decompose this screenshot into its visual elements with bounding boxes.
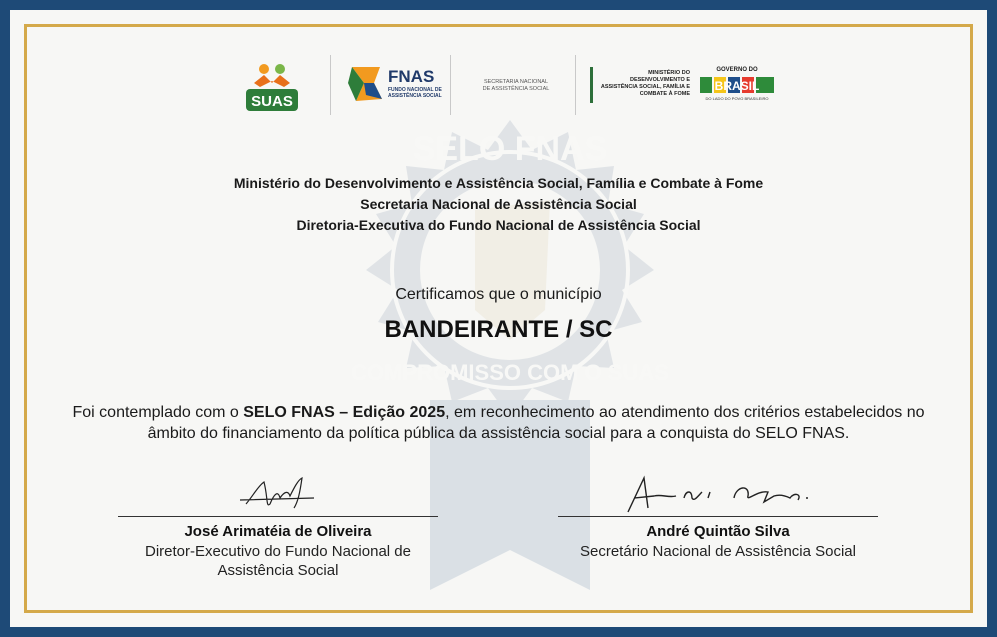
signer-role: Secretário Nacional de Assistência Social [580, 543, 856, 560]
secretariat-line: Secretaria Nacional de Assistência Social [360, 196, 637, 212]
signer-name: André Quintão Silva [646, 523, 790, 540]
signature-image-secretary [558, 468, 878, 518]
fnas-logo: FNAS FUNDO NACIONAL DE ASSISTÊNCIA SOCIAL [346, 63, 444, 107]
signer-name: José Arimatéia de Oliveira [184, 523, 372, 540]
certificate-body: Foi contemplado com o SELO FNAS – Edição 2025, em reconhecimento ao atendimento dos critérios estabelecidos no âmbito do financiamento da política pública da assistência social para a conquista do SELO FNAS. [72, 404, 925, 442]
gov-brasil-logo: GOVERNO DO BRASIL DO LADO DO POVO BRASILEIRO [696, 67, 778, 103]
logo-row [10, 55, 987, 117]
issuer-header [10, 173, 987, 236]
signature-block-director [118, 468, 438, 588]
municipality-name: BANDEIRANTE / SC [384, 316, 613, 343]
snas-logo: SECRETARIA NACIONAL DE ASSISTÊNCIA SOCIAL [482, 79, 550, 92]
svg-text:SUAS: SUAS [251, 93, 293, 110]
ministry-line: Ministério do Desenvolvimento e Assistência Social, Família e Combate à Fome [233, 175, 764, 191]
svg-text:SELO FNAS: SELO FNAS [412, 130, 608, 168]
directorate-line: Diretoria-Executiva do Fundo Nacional de Assistência Social [296, 217, 701, 233]
signer-role: Diretor-Executivo do Fundo Nacional de Assistência Social [145, 543, 411, 579]
brasil-wordmark [696, 75, 778, 95]
signature-block-secretary [558, 468, 878, 588]
fnas-mark-icon [346, 63, 386, 105]
mds-logo: MINISTÉRIO DO DESENVOLVIMENTO E ASSISTÊNCIA SOCIAL, FAMÍLIA E COMBATE À FOME [590, 67, 690, 103]
svg-text:COMPROMISSO COM O SUAS: COMPROMISSO COM O SUAS [351, 360, 669, 385]
award-name: SELO FNAS – Edição 2025 [243, 404, 446, 421]
signature-image-director [118, 468, 438, 518]
suas-logo [244, 61, 300, 113]
certificate [10, 10, 987, 627]
svg-text:BRASIL: BRASIL [714, 79, 760, 93]
certificate-intro: Certificamos que o município [395, 286, 602, 303]
